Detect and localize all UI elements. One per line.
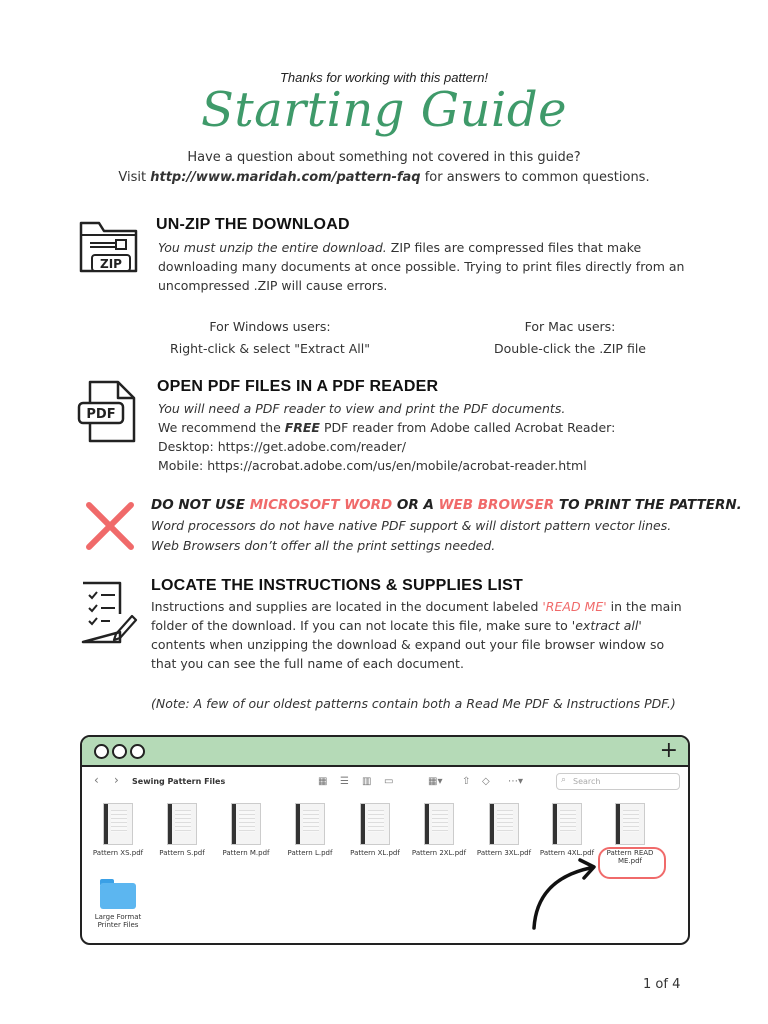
unzip-line-3: uncompressed .ZIP will cause errors. (158, 278, 388, 293)
file-item[interactable] (147, 803, 217, 857)
warning-browser: WEB BROWSER (438, 497, 555, 513)
gallery-view-icon[interactable]: ▭ (384, 776, 394, 787)
pdf-thumbnail-icon (424, 803, 454, 845)
warning-heading (151, 497, 742, 513)
readme-label: 'READ ME' (542, 599, 607, 614)
warning-line-3: Web Browsers don’t offer all the print settings needed. (151, 538, 496, 553)
pdf-thumbnail-icon (615, 803, 645, 845)
instructions-line-3: contents when unzipping the download & expand out your file browser window so (151, 637, 665, 652)
group-icon[interactable]: ▦▾ (428, 776, 443, 787)
file-item[interactable] (83, 803, 153, 857)
unzip-line-1 (158, 240, 641, 255)
warning-line-2: Word processors do not have native PDF support & will distort pattern vector lines. (151, 518, 672, 533)
column-view-icon[interactable]: ▥ (362, 776, 372, 787)
instructions-note: (Note: A few of our oldest patterns contain both a Read Me PDF & Instructions PDF.) (151, 696, 676, 711)
pdf-thumbnail-icon (295, 803, 325, 845)
share-icon[interactable]: ⇧ (462, 776, 471, 787)
checklist-icon (80, 580, 138, 646)
file-item[interactable] (340, 803, 410, 857)
file-item[interactable] (469, 803, 539, 857)
pdf-line-1: You will need a PDF reader to view and print the PDF documents. (158, 401, 566, 416)
red-x-icon (84, 500, 136, 552)
mac-instructions (460, 316, 680, 360)
back-arrow-icon[interactable]: ‹ (94, 773, 99, 787)
pdf-thumbnail-icon (552, 803, 582, 845)
folder-name: Large Format Printer Files (94, 913, 142, 929)
file-name: Pattern READ ME.pdf (606, 849, 654, 865)
intro-visit (0, 170, 768, 185)
file-item[interactable] (404, 803, 474, 857)
acrobat-reader-label: Acrobat Reader (514, 420, 612, 435)
mac-heading: For Mac users: (524, 319, 616, 334)
file-name: Pattern M.pdf (222, 849, 270, 857)
visit-prefix: Visit (118, 170, 151, 185)
file-item[interactable] (275, 803, 345, 857)
folder-icon (100, 879, 136, 909)
finder-toolbar (82, 767, 688, 797)
plus-icon[interactable]: + (659, 738, 678, 763)
unzip-line-2: downloading many documents at once possible. Trying to print files directly from an (158, 259, 685, 274)
window-titlebar (82, 737, 688, 767)
windows-text: Right-click & select "Extract All" (170, 341, 370, 356)
file-name: Pattern 3XL.pdf (476, 849, 532, 857)
pdf-thumbnail-icon (489, 803, 519, 845)
file-name: Pattern L.pdf (287, 849, 333, 857)
page-number: 1 of 4 (643, 977, 681, 992)
pdf-line-2 (158, 420, 615, 435)
zip-folder-icon (78, 217, 140, 277)
visit-suffix: for answers to common questions. (420, 170, 650, 185)
pdf-thumbnail-icon (103, 803, 133, 845)
tagline: Thanks for working with this pattern! (279, 70, 489, 85)
readme-highlight-outline (598, 847, 666, 879)
forward-arrow-icon[interactable]: › (114, 773, 119, 787)
warning-c: TO PRINT THE PATTERN. (554, 497, 742, 513)
pdf-mobile-link[interactable]: Mobile: https://acrobat.adobe.com/us/en/mobile/acrobat-reader.html (158, 458, 587, 473)
pdf-desktop-link[interactable]: Desktop: https://get.adobe.com/reader/ (158, 439, 406, 454)
tag-icon[interactable]: ◇ (482, 776, 490, 787)
instructions-line-2 (151, 618, 642, 633)
instructions-line-1-b: in the main (606, 599, 682, 614)
file-name: Pattern 4XL.pdf (539, 849, 595, 857)
instructions-line-1 (151, 599, 682, 614)
pdf-icon-label: PDF (86, 407, 116, 422)
warning-b: OR A (392, 497, 439, 513)
search-field[interactable] (556, 773, 680, 790)
search-icon: ⌕ (561, 775, 567, 785)
windows-heading: For Windows users: (209, 319, 331, 334)
file-item[interactable] (532, 803, 602, 857)
pdf-line-2-c: : (611, 420, 616, 435)
windows-instructions (150, 316, 390, 360)
extract-all-label: 'extract all' (571, 618, 642, 633)
window-minimize-dot[interactable] (112, 744, 127, 759)
icon-view-icon[interactable]: ▦ (318, 776, 328, 787)
folder-item[interactable] (83, 879, 153, 929)
intro-question: Have a question about something not covered in this guide? (187, 150, 581, 165)
pdf-line-2-a: We recommend the (158, 420, 285, 435)
file-name: Pattern 2XL.pdf (411, 849, 467, 857)
pdf-heading: OPEN PDF FILES IN A PDF READER (157, 378, 439, 395)
mac-text: Double-click the .ZIP file (494, 341, 646, 356)
warning-word: MICROSOFT WORD (249, 497, 393, 513)
instructions-heading: LOCATE THE INSTRUCTIONS & SUPPLIES LIST (151, 577, 523, 594)
instructions-line-4: that you can see the full name of each document. (151, 656, 464, 671)
pdf-thumbnail-icon (360, 803, 390, 845)
folder-title: Sewing Pattern Files (132, 777, 226, 786)
file-name: Pattern S.pdf (159, 849, 205, 857)
window-close-dot[interactable] (94, 744, 109, 759)
page-title: Starting Guide (200, 82, 567, 138)
file-name: Pattern XL.pdf (350, 849, 400, 857)
pointer-arrow-icon (524, 856, 604, 934)
unzip-line-1-italic: You must unzip the entire download. (158, 240, 387, 255)
warning-a: DO NOT USE (151, 497, 250, 513)
pdf-thumbnail-icon (167, 803, 197, 845)
window-zoom-dot[interactable] (130, 744, 145, 759)
pdf-file-icon (76, 379, 142, 445)
list-view-icon[interactable]: ☰ (340, 776, 349, 787)
instructions-line-1-a: Instructions and supplies are located in the document labeled (151, 599, 543, 614)
unzip-heading: UN-ZIP THE DOWNLOAD (156, 216, 350, 233)
zip-icon-label: ZIP (100, 257, 122, 271)
instructions-line-2-a: folder of the download. If you can not locate this file, make sure to (151, 618, 572, 633)
pdf-free-label: FREE (284, 420, 320, 435)
pdf-thumbnail-icon (231, 803, 261, 845)
file-item[interactable] (211, 803, 281, 857)
file-name: Pattern XS.pdf (92, 849, 144, 857)
pdf-line-2-b: PDF reader from Adobe called (319, 420, 515, 435)
more-icon[interactable]: ⋯▾ (508, 776, 524, 787)
faq-link[interactable]: http://www.maridah.com/pattern-faq (150, 170, 421, 185)
search-placeholder: Search (573, 777, 601, 786)
unzip-line-1-rest: ZIP files are compressed files that make (386, 240, 642, 255)
